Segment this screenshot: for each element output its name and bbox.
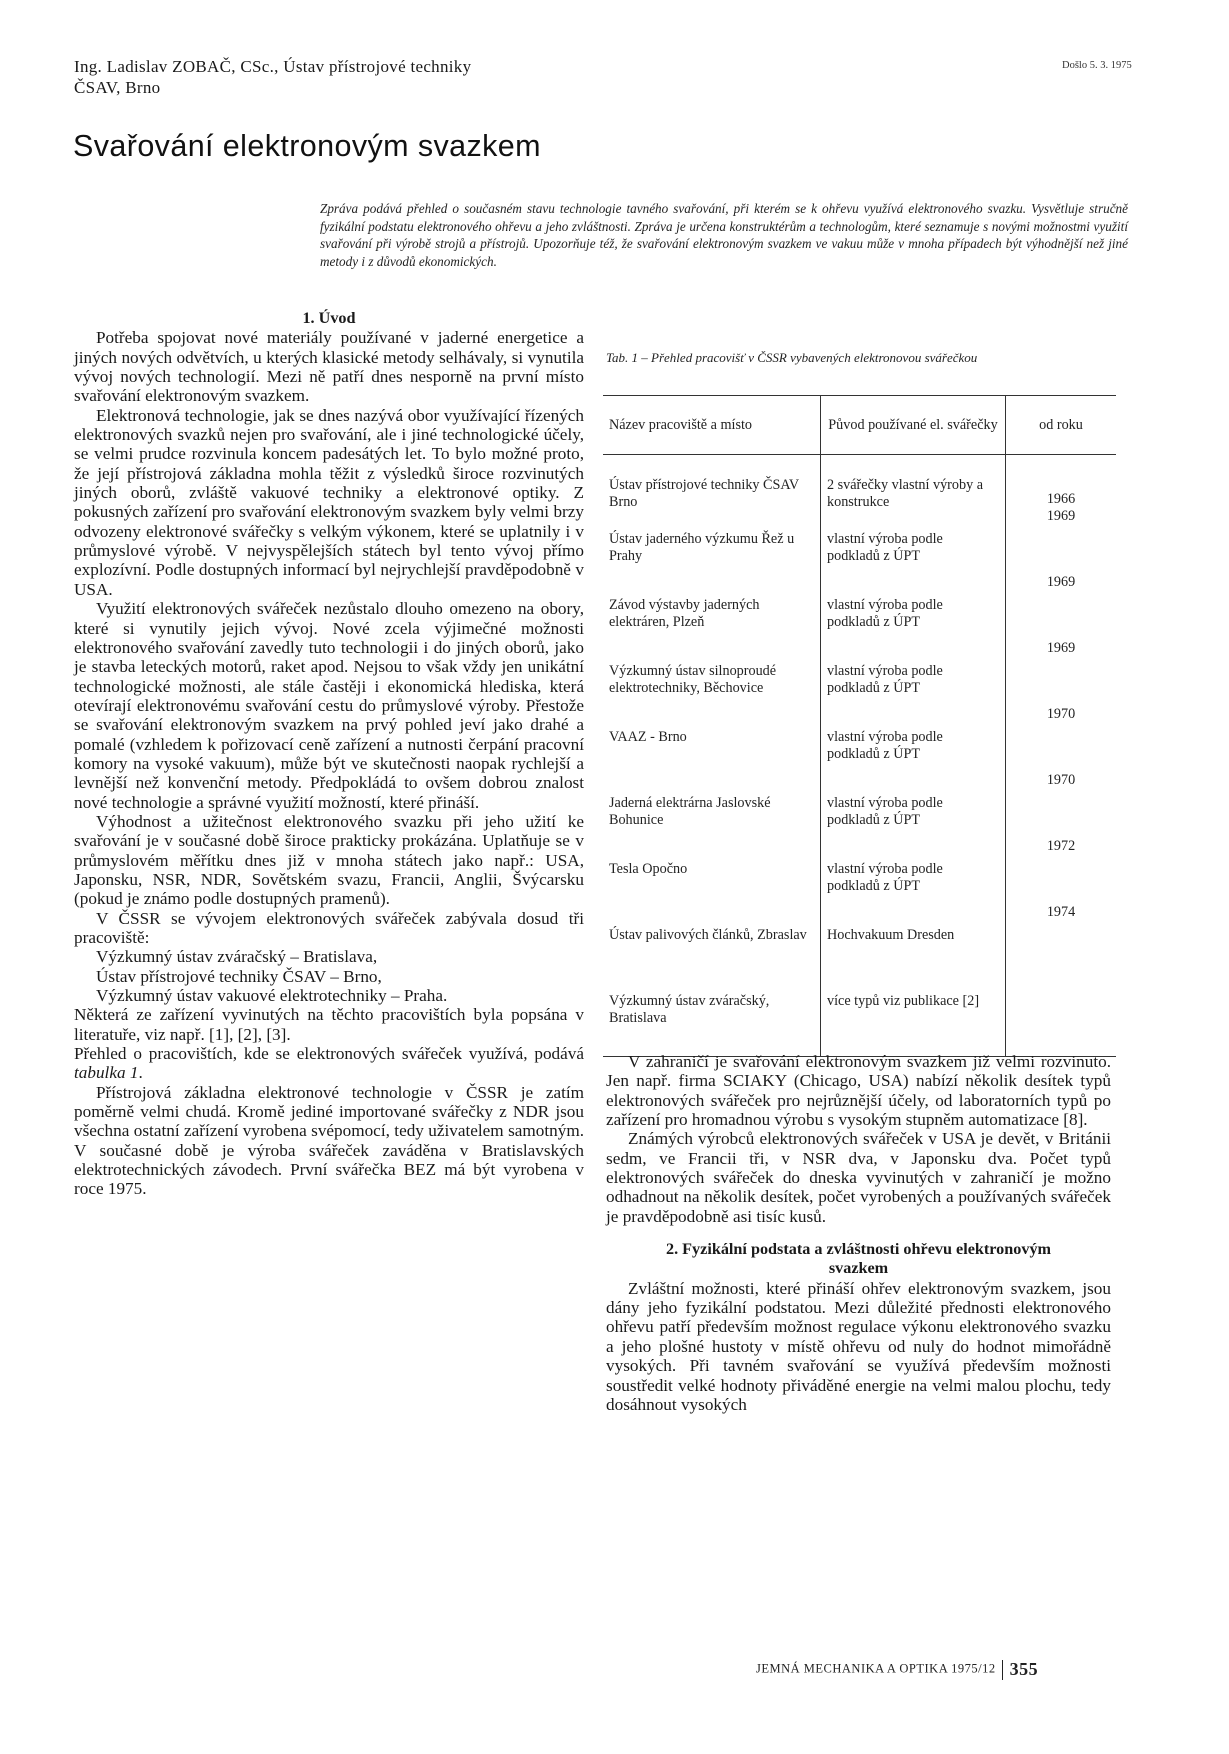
place-cell: VAAZ - Brno xyxy=(603,726,821,792)
paragraph: Zvláštní možnosti, které přináší ohřev elektronovým svazkem, jsou dány jeho fyzikální podstatou. Mezi důležité přednosti elektronového ohřevu patří především možnost regulace výkonu elektronového svazku a jeho plošné hustoty v místě ohřevu od nuly do hodnot mimořádně vysokých. Při tavném svařování se využívá především možnosti soustředit velké hodnoty přiváděné energie na velmi malou plochu, tedy dosáhnout vysokých xyxy=(606,1278,1111,1414)
place-cell: Jaderná elektrárna Jaslovské Bohunice xyxy=(603,792,821,858)
year-cell: 1966 1969 xyxy=(1046,491,1076,524)
column-header: Původ používané el. svářečky xyxy=(821,396,1006,455)
year-cell: 1970 xyxy=(1046,706,1076,722)
table-header-row xyxy=(603,396,1116,455)
table-row xyxy=(603,726,1116,792)
year-cell xyxy=(1006,924,1117,990)
workplaces-table xyxy=(603,395,1116,1057)
left-column xyxy=(74,309,584,1199)
year-cell: 1974 xyxy=(1046,904,1076,920)
origin-cell: vlastní výroba podle podkladů z ÚPT xyxy=(821,660,1006,726)
place-cell: Výzkumný ústav zváračský, Bratislava xyxy=(603,990,821,1057)
place-cell: Ústav palivových článků, Zbraslav xyxy=(603,924,821,990)
table-body xyxy=(603,455,1116,1057)
table-row xyxy=(603,594,1116,660)
paragraph xyxy=(74,1044,584,1083)
year-cell: 1970 xyxy=(1046,772,1076,788)
table-row xyxy=(603,455,1116,529)
list-item: Výzkumný ústav vakuové elektrotechniky – Praha. xyxy=(96,986,448,1006)
origin-cell: vlastní výroba podle podkladů z ÚPT xyxy=(821,726,1006,792)
table-reference: tabulka 1 xyxy=(74,1063,139,1083)
table-caption: Tab. 1 – Přehled pracovišť v ČSSR vybavených elektronovou svářečkou xyxy=(606,350,978,365)
column-header: Název pracoviště a místo xyxy=(603,396,821,455)
place-cell: Závod výstavby jaderných elektráren, Plzeň xyxy=(603,594,821,660)
year-cell xyxy=(1006,990,1117,1057)
paragraph: Využití elektronových svářeček nezůstalo dlouho omezeno na obory, které si vynutily jejich vývoj. Nové zcela výjimečné možnosti elektronového svařování zavedly tuto technologii i do jiných oborů, jako je stavba leteckých motorů, raket apod. Nejsou to však vždy jen unikátní technologické možnosti, ale stále častěji i ekonomická hlediska, která otevírají elektronovému svařování cestu do průmyslové výroby. Přestože se svařování elektronovým svazkem na prvý pohled jeví jako drahé a pomalé (vzhledem k pořizovací ceně zařízení a nutnosti čerpání pracovní komory na vysoké vakuum), může být ve skutečnosti naopak rychlejší a levnější než konvenční metody. Předpokládá to ovšem dobrou znalost nové technologie a správné využití možností, které přináší. xyxy=(74,599,584,812)
spacer xyxy=(606,1226,1111,1240)
paragraph: Přístrojová základna elektronové technologie v ČSSR je zatím poměrně velmi chudá. Kromě jediné importované svářečky z NDR jsou všechna ostatní zařízení vyrobena svépomocí, tedy uživatelem samotným. V současné době je výroba svářeček zaváděna v Bratislavských elektrotechnických závodech. První svářečka BEZ má být vyrobena v roce 1975. xyxy=(74,1082,584,1199)
origin-cell: Hochvakuum Dresden xyxy=(821,924,1006,990)
place-cell: Výzkumný ústav silnoproudé elektrotechniky, Běchovice xyxy=(603,660,821,726)
paragraph: V zahraničí je svařování elektronovým svazkem již velmi rozvinuto. Jen např. firma SCIAKY (Chicago, USA) nabízí několik desítek typů elektronových svářeček pro nejrůznější účely, od laboratorních typů po zařízení pro hromadnou výrobu s vysokým stupněm automatizace [8]. xyxy=(606,1052,1111,1130)
origin-cell: vlastní výroba podle podkladů z ÚPT xyxy=(821,528,1006,594)
paragraph: Známých výrobců elektronových svářeček v USA je devět, v Británii sedm, ve Francii tři, v NSR dva, v Japonsku dva. Počet typů elektronových svářeček do dneska vyvinutých v zahraničí je možno odhadnout na několik desítek, počet vyrobených a používaných svářeček je pravděpodobně asi tisíc kusů. xyxy=(606,1129,1111,1226)
section-heading: 2. Fyzikální podstata a zvláštnosti ohřevu elektronovým svazkem xyxy=(665,1240,1052,1278)
paragraph-text: Přehled o pracovištích, kde se elektronových svářeček využívá, podává xyxy=(74,1044,584,1064)
list-item: Výzkumný ústav zváračský – Bratislava, xyxy=(96,947,378,967)
year-cell: 1972 xyxy=(1046,838,1076,854)
paragraph-text: . xyxy=(138,1063,143,1083)
place-cell: Ústav jaderného výzkumu Řež u Prahy xyxy=(603,528,821,594)
author-affiliation-line: ČSAV, Brno xyxy=(74,78,161,97)
origin-cell: vlastní výroba podle podkladů z ÚPT xyxy=(821,792,1006,858)
place-cell: Tesla Opočno xyxy=(603,858,821,924)
table-row xyxy=(603,858,1116,924)
place-cell: Ústav přístrojové techniky ČSAV Brno xyxy=(603,455,821,529)
table-row xyxy=(603,528,1116,594)
column-header: od roku xyxy=(1006,396,1117,455)
origin-cell: více typů viz publikace [2] xyxy=(821,990,1006,1057)
journal-name: JEMNÁ MECHANIKA A OPTIKA 1975/12 xyxy=(756,1661,996,1676)
origin-cell: 2 svářečky vlastní výroby a konstrukce xyxy=(821,455,1006,529)
table-row xyxy=(603,990,1116,1057)
author-block xyxy=(74,56,634,98)
right-column xyxy=(606,1052,1111,1414)
year-cell: 1969 xyxy=(1046,574,1076,590)
year-cell: 1969 xyxy=(1046,640,1076,656)
section-heading: 1. Úvod xyxy=(302,309,356,327)
author-line: Ing. Ladislav ZOBAČ, CSc., Ústav přístrojové techniky xyxy=(74,57,472,76)
table-row xyxy=(603,924,1116,990)
table-row xyxy=(603,792,1116,858)
page-footer xyxy=(756,1659,1038,1680)
list-item: Ústav přístrojové techniky ČSAV – Brno, xyxy=(96,966,382,986)
page-number: 355 xyxy=(1009,1659,1039,1679)
paragraph: Některá ze zařízení vyvinutých na těchto pracovištích byla popsána v literatuře, viz např. [1], [2], [3]. xyxy=(74,1005,584,1044)
paragraph: V ČSSR se vývojem elektronových svářeček zabývala dosud tři pracoviště: xyxy=(74,908,584,947)
paragraph: Elektronová technologie, jak se dnes nazývá obor využívající řízených elektronových svazků nejen pro svařování, ale i jiné technologické účely, se velmi prudce rozvinula koncem padesátých let. To bylo možné proto, že její přístrojová základna mohla těžit z výsledků široce rozvinutých jiných oborů, zvláště vakuové techniky a elektronové optiky. Z pokusných zařízení pro svařování elektronovým svazkem byly velmi brzy odvozeny elektronové svářečky s velkým výkonem, které se uplatnily i v průmyslové výrobě. V nejvyspělejších státech byl tento vývoj přímo explozívní. Podle dostupných informací byl nejrychlejší pravděpodobně v USA. xyxy=(74,405,584,599)
origin-cell: vlastní výroba podle podkladů z ÚPT xyxy=(821,858,1006,924)
table-row xyxy=(603,660,1116,726)
paragraph: Výhodnost a užitečnost elektronového svazku při jeho užití ke svařování je v současné době široce prakticky prokázána. Uplatňuje se v průmyslovém měřítku dnes již v mnoha státech jako např.: USA, Japonsku, NSR, NDR, Sovětském svazu, Francii, Anglii, Švýcarsku (pokud je známo podle dostupných pramenů). xyxy=(74,811,584,909)
article-title: Svařování elektronovým svazkem xyxy=(73,129,541,163)
footer-separator xyxy=(1002,1660,1003,1680)
origin-cell: vlastní výroba podle podkladů z ÚPT xyxy=(821,594,1006,660)
received-date: Došlo 5. 3. 1975 xyxy=(1062,60,1132,71)
abstract: Zpráva podává přehled o současném stavu technologie tavného svařování, při kterém se k ohřevu využívá elektronového svazku. Vysvětluje stručně fyzikální podstatu elektronového ohřevu a jeho zvláštnosti. Zpráva je určena konstruktérům a technologům, které seznamuje s novými možnostmi využití svařování při výrobě strojů a přístrojů. Upozorňuje též, že svařování elektronovým svazkem ve vakuu může v mnoha případech být výhodnější než jiné metody i z důvodů ekonomických. xyxy=(320,201,1128,269)
paragraph: Potřeba spojovat nové materiály používané v jaderné energetice a jiných nových odvětvích, u kterých klasické metody selhávaly, si vynutila vývoj nových technologií. Mezi ně patří dnes nesporně na první místo svařování elektronovým svazkem. xyxy=(74,328,584,406)
